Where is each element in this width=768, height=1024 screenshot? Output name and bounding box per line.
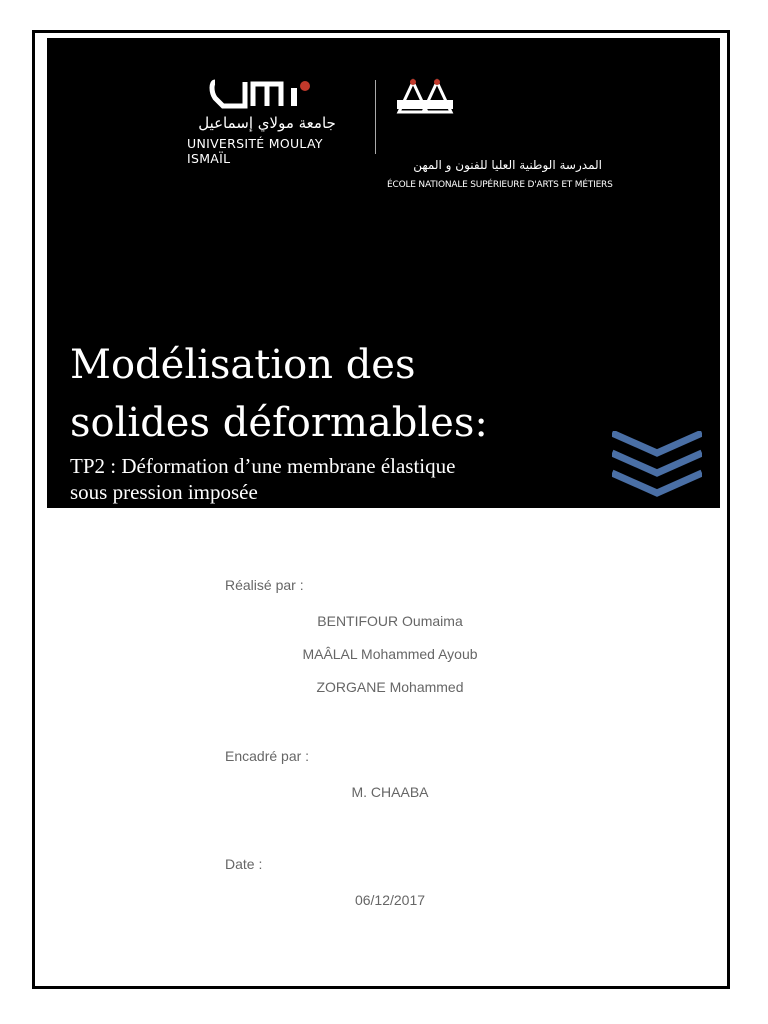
ensam-logo-mark	[393, 76, 457, 116]
subtitle-line-2: sous pression imposée	[70, 480, 258, 504]
umi-logo	[187, 78, 347, 198]
chevrons-icon	[612, 431, 702, 501]
author-2: MAÂLAL Mohammed Ayoub	[302, 646, 478, 662]
cover-banner	[47, 38, 720, 508]
date-value: 06/12/2017	[354, 892, 426, 908]
logo-divider	[375, 80, 376, 154]
title-line-1: Modélisation des	[70, 342, 416, 388]
subtitle-line-1: TP2 : Déformation d’une membrane élastique	[70, 454, 456, 478]
date-label: Date :	[225, 856, 263, 872]
ensam-name: ÉCOLE NATIONALE SUPÉRIEURE D'ARTS ET MÉTIERS	[387, 180, 613, 190]
author-1: BENTIFOUR Oumaima	[317, 613, 463, 629]
ensam-logo	[387, 76, 613, 196]
umi-arabic-name: جامعة مولاي إسماعيل	[198, 114, 336, 132]
ensam-arabic-name: المدرسة الوطنية العليا للفنون و المهن	[413, 158, 602, 172]
document-subtitle	[70, 453, 590, 505]
umi-name: UNIVERSITÉ MOULAY ISMAÏL	[187, 136, 323, 166]
encadre-par-label: Encadré par :	[225, 748, 310, 764]
title-line-2: solides déformables:	[70, 400, 488, 446]
realise-par-label: Réalisé par :	[225, 577, 304, 593]
supervisor-name: M. CHAABA	[351, 784, 429, 800]
document-title	[70, 336, 488, 452]
umi-logo-mark	[209, 78, 319, 112]
author-3: ZORGANE Mohammed	[316, 679, 464, 695]
